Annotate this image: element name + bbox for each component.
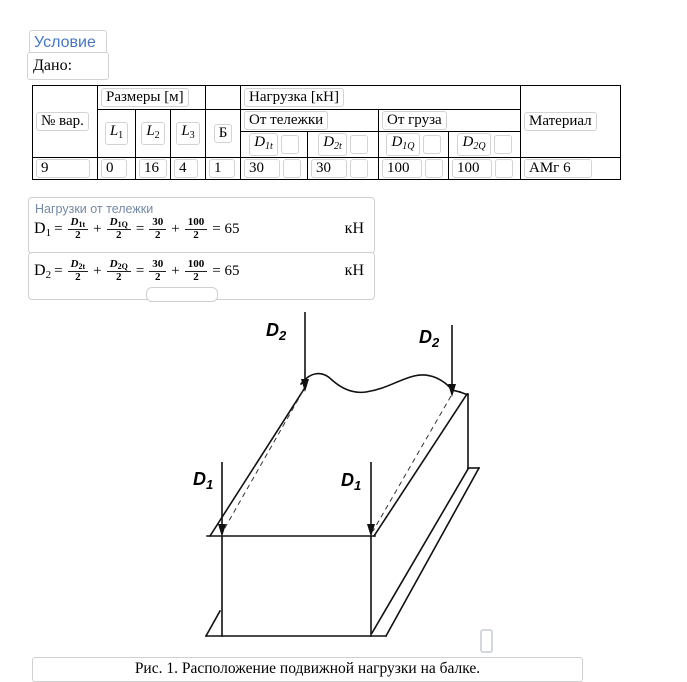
cell-l3-value [171, 158, 206, 180]
material-value-field[interactable]: АМг 6 [524, 159, 592, 178]
plus-sign: + [93, 262, 102, 279]
d2t-header-field[interactable]: $D_{2t}$ [318, 133, 347, 156]
cell-d2q-value [449, 158, 521, 180]
cell-b-value [206, 158, 241, 180]
flange-outer-edge [386, 468, 479, 636]
formula-d1 [34, 217, 370, 242]
cell-cargo-header [379, 110, 521, 132]
material-header-field[interactable]: Материал [524, 112, 597, 131]
force-arrow-d1-left [218, 462, 226, 537]
cell-l2-value [136, 158, 171, 180]
cell-l1-value [98, 158, 136, 180]
formula-block-1[interactable] [28, 197, 375, 254]
plus-sign: + [93, 220, 102, 237]
cell-d2q-header [449, 132, 521, 158]
trolley-header-field[interactable]: От тележки [244, 111, 328, 130]
fraction-d1q: $\frac{D1Q}{2}$ [107, 217, 131, 242]
formula-result: = 65 [212, 262, 240, 279]
plus-sign: + [171, 220, 180, 237]
force-arrow-d1-right [367, 462, 375, 537]
field-box[interactable] [495, 159, 513, 178]
axle-dashed-right [373, 396, 451, 531]
cell-material-header [521, 86, 621, 158]
field-box[interactable] [425, 159, 443, 178]
equals-sign: = [54, 262, 63, 279]
fraction-30: $\frac{30}{2}$ [149, 259, 166, 283]
d2t-value-field[interactable]: 30 [311, 159, 347, 178]
b-value-field[interactable]: 1 [209, 159, 235, 178]
l1-value-field[interactable]: 0 [101, 159, 127, 178]
cell-empty-header [206, 86, 241, 110]
unit-label: кН [344, 220, 364, 238]
axle-dashed-left [222, 391, 303, 533]
equals-sign: = [135, 262, 145, 279]
fraction-100: $\frac{100}{2}$ [185, 217, 208, 241]
beam-top-left-edge [210, 386, 306, 536]
cell-l3-header [171, 110, 206, 158]
formula-lhs: D2 [34, 261, 52, 281]
field-box[interactable] [350, 135, 368, 154]
cell-variant-header [33, 86, 98, 158]
cargo-header-field[interactable]: От груза [382, 111, 447, 130]
figure-caption: Рис. 1. Расположение подвижной нагрузки на балке. [134, 660, 481, 677]
l1-header-field[interactable]: $L_1$ [105, 122, 128, 145]
given-label: Дано: [33, 57, 73, 74]
d2q-header-field[interactable]: $D_{2Q}$ [457, 133, 490, 156]
cell-d1t-value [241, 158, 308, 180]
fraction-d2t: $\frac{D2t}{2}$ [68, 259, 89, 284]
plus-sign: + [171, 262, 180, 279]
variant-value-field[interactable]: 9 [36, 159, 90, 178]
l2-value-field[interactable]: 16 [139, 159, 167, 178]
formula-result: = 65 [212, 220, 240, 237]
d1t-value-field[interactable]: 30 [244, 159, 280, 178]
cell-sizes-header [98, 86, 206, 110]
beam-figure [180, 300, 500, 662]
d1t-header-field[interactable]: $D_{1t}$ [249, 133, 278, 156]
section-label: Нагрузки от тележки [35, 202, 154, 216]
variant-header-field[interactable]: № вар. [36, 112, 89, 131]
cell-d1q-value [379, 158, 449, 180]
field-box[interactable] [281, 135, 299, 154]
equals-sign: = [54, 220, 63, 237]
label-d1-right: $D_1$ [341, 470, 362, 493]
b-header-field[interactable]: Б [214, 124, 233, 143]
field-box[interactable] [423, 135, 441, 154]
cell-l2-header [136, 110, 171, 158]
flange-left-cut-edge [206, 611, 220, 636]
fraction-d2q: $\frac{D2Q}{2}$ [107, 259, 131, 284]
axle-dashed-lines [222, 391, 451, 533]
page-title: Условие [34, 34, 96, 51]
figure-caption-box[interactable] [32, 657, 583, 682]
equals-sign: = [135, 220, 145, 237]
l3-header-field[interactable]: $L_3$ [176, 122, 199, 145]
given-field-box[interactable] [27, 52, 109, 80]
label-d2-left: $D_2$ [266, 320, 287, 343]
label-d1-left: $D_1$ [193, 469, 214, 492]
fraction-30: $\frac{30}{2}$ [149, 217, 166, 241]
cell-load-header [241, 86, 521, 110]
l2-header-field[interactable]: $L_2$ [141, 122, 164, 145]
cell-d1q-header [379, 132, 449, 158]
d2q-value-field[interactable]: 100 [452, 159, 492, 178]
beam-drawing [206, 374, 479, 636]
cell-b-header [206, 110, 241, 158]
force-arrow-d2-left [301, 312, 309, 392]
sizes-header-field[interactable]: Размеры [м] [101, 88, 189, 107]
l3-value-field[interactable]: 4 [174, 159, 198, 178]
empty-glyph-placeholder [481, 630, 492, 652]
cell-material-value [521, 158, 621, 180]
field-box[interactable] [350, 159, 368, 178]
cell-d1t-header [241, 132, 308, 158]
input-data-table [32, 85, 621, 180]
break-wavy-line [301, 374, 460, 393]
cell-l1-header [98, 110, 136, 158]
cell-trolley-header [241, 110, 379, 132]
formula-lhs: D1 [34, 219, 52, 239]
fraction-100: $\frac{100}{2}$ [185, 259, 208, 283]
d1q-header-field[interactable]: $D_{1Q}$ [386, 133, 419, 156]
force-arrow-d2-right [448, 325, 456, 397]
cell-d2t-value [308, 158, 379, 180]
field-box[interactable] [494, 135, 512, 154]
d1q-value-field[interactable]: 100 [382, 159, 422, 178]
cell-variant-value [33, 158, 98, 180]
formula-d2 [34, 259, 370, 284]
fraction-d1t: $\frac{D1t}{2}$ [68, 217, 89, 242]
unit-label: кН [344, 262, 364, 280]
cell-d2t-header [308, 132, 379, 158]
label-d2-right: $D_2$ [419, 327, 440, 350]
field-box[interactable] [283, 159, 301, 178]
load-header-field[interactable]: Нагрузка [кН] [244, 88, 344, 107]
flange-inner-edge [372, 469, 468, 633]
